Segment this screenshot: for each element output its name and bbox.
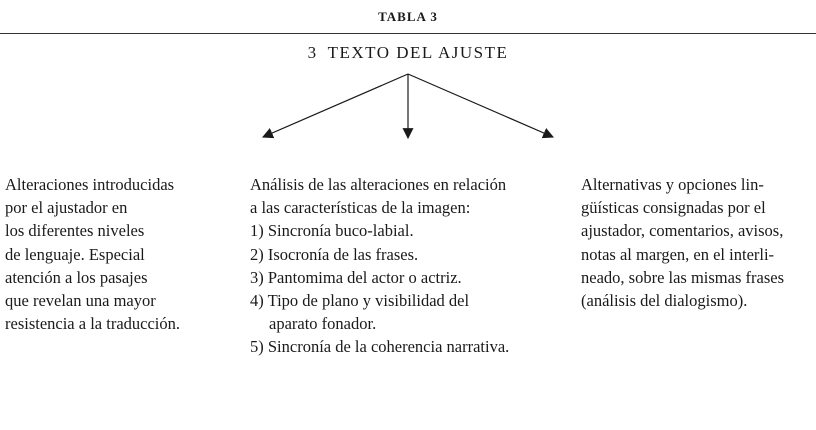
- right-line: notas al margen, en el interli-: [581, 244, 775, 264]
- right-line: (análisis del dialogismo).: [581, 291, 748, 311]
- left-line: los diferentes niveles: [5, 221, 145, 241]
- list-item: 3) Pantomima del actor o actriz.: [250, 267, 462, 287]
- diagram-title-text: TEXTO DEL AJUSTE: [327, 43, 509, 62]
- left-line: que revelan una mayor: [5, 291, 156, 311]
- right-line: neado, sobre las mismas frases: [581, 267, 784, 287]
- list-item-continuation: aparato fonador.: [269, 314, 377, 334]
- right-line: Alternativas y opciones lin-: [581, 175, 764, 194]
- center-column: [250, 173, 570, 359]
- left-column: [5, 173, 235, 335]
- left-line: por el ajustador en: [5, 198, 128, 218]
- left-line: Alteraciones introducidas: [5, 175, 175, 194]
- arrow-right: [408, 74, 553, 137]
- left-line: resistencia a la traducción.: [5, 314, 180, 334]
- center-intro-line: Análisis de las alteraciones en relación: [250, 175, 507, 194]
- left-line: de lenguaje. Especial: [5, 244, 145, 264]
- right-line: güísticas consignadas por el: [581, 198, 766, 218]
- center-intro-line: a las características de la imagen:: [250, 198, 471, 218]
- list-item: 2) Isocronía de las frases.: [250, 244, 419, 264]
- left-line: atención a los pasajes: [5, 267, 148, 287]
- right-line: ajustador, comentarios, avisos,: [581, 221, 784, 241]
- table-label: TABLA 3: [378, 9, 438, 24]
- right-column: [581, 173, 811, 312]
- diagram-number: 3: [307, 43, 318, 62]
- list-item: 4) Tipo de plano y visibilidad del: [250, 291, 470, 311]
- list-item: 5) Sincronía de la coherencia narrativa.: [250, 337, 510, 357]
- list-item: 1) Sincronía buco-labial.: [250, 221, 414, 241]
- arrow-left: [263, 74, 408, 137]
